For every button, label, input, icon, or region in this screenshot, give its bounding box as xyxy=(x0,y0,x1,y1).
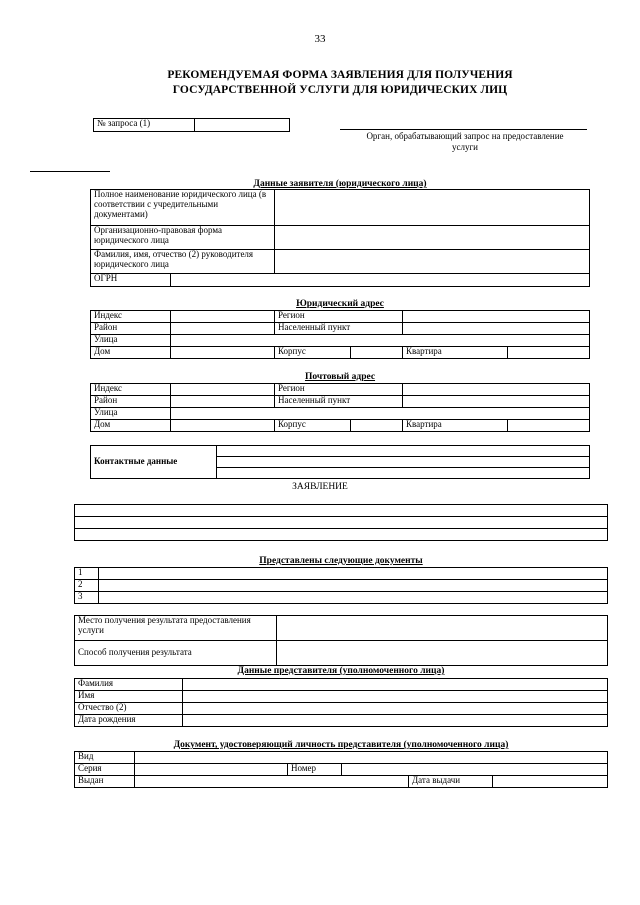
request-number-label: № запроса (1) xyxy=(94,119,195,132)
request-number-field[interactable] xyxy=(195,119,290,132)
applicant-director-field[interactable] xyxy=(275,250,590,274)
legal-district-label: Район xyxy=(91,323,171,335)
result-place-field[interactable] xyxy=(277,616,608,641)
id-number-label: Номер xyxy=(288,764,342,776)
representative-name-label: Имя xyxy=(75,691,183,703)
applicant-legal-form-label: Организационно-правовая форма юридического лица xyxy=(91,226,275,250)
postal-address-table-3 xyxy=(90,419,590,432)
id-type-field[interactable] xyxy=(135,752,608,764)
postal-district-label: Район xyxy=(91,396,171,408)
title-line-1: РЕКОМЕНДУЕМАЯ ФОРМА ЗАЯВЛЕНИЯ ДЛЯ ПОЛУЧЕНИЯ xyxy=(167,69,513,81)
postal-address-heading: Почтовый адрес xyxy=(304,372,376,382)
representative-birthdate-field[interactable] xyxy=(183,715,608,727)
representative-name-field[interactable] xyxy=(183,691,608,703)
page-title xyxy=(60,68,620,98)
legal-settlement-label: Населенный пункт xyxy=(275,323,403,335)
organ-label-line-1: Орган, обрабатывающий запрос на предоставление xyxy=(366,131,564,141)
representative-surname-field[interactable] xyxy=(183,679,608,691)
organ-label xyxy=(340,131,590,154)
postal-street-field[interactable] xyxy=(171,408,590,420)
document-row-number: 3 xyxy=(75,592,99,604)
legal-index-field[interactable] xyxy=(171,311,275,323)
document-row-number: 1 xyxy=(75,568,99,580)
contacts-label: Контактные данные xyxy=(91,446,217,479)
postal-house-field[interactable] xyxy=(171,420,275,432)
id-type-label: Вид xyxy=(75,752,135,764)
legal-street-label: Улица xyxy=(91,335,171,347)
left-short-line xyxy=(30,171,110,172)
applicant-legal-form-field[interactable] xyxy=(275,226,590,250)
id-issue-date-field[interactable] xyxy=(493,776,608,788)
legal-region-field[interactable] xyxy=(403,311,590,323)
legal-street-field[interactable] xyxy=(171,335,590,347)
applicant-fullname-label: Полное наименование юридического лица (в соответствии с учредительными документами) xyxy=(91,190,275,226)
application-line-1[interactable] xyxy=(75,505,608,517)
postal-building-label: Корпус xyxy=(275,420,351,432)
legal-district-field[interactable] xyxy=(171,323,275,335)
applicant-table xyxy=(90,189,590,274)
applicant-ogrn-table xyxy=(90,273,590,287)
postal-house-label: Дом xyxy=(91,420,171,432)
legal-address-heading: Юридический адрес xyxy=(296,299,384,309)
postal-settlement-field[interactable] xyxy=(403,396,590,408)
id-series-field[interactable] xyxy=(135,764,288,776)
representative-table xyxy=(74,678,608,727)
legal-index-label: Индекс xyxy=(91,311,171,323)
organ-line xyxy=(340,129,587,130)
result-method-field[interactable] xyxy=(277,641,608,666)
organ-label-line-2: услуги xyxy=(452,142,478,153)
id-number-field[interactable] xyxy=(342,764,608,776)
title-line-2: ГОСУДАРСТВЕННОЙ УСЛУГИ ДЛЯ ЮРИДИЧЕСКИХ ЛИЦ xyxy=(172,83,508,96)
representative-patronymic-label: Отчество (2) xyxy=(75,703,183,715)
documents-heading: Представлены следующие документы xyxy=(259,556,423,566)
id-issue-date-label: Дата выдачи xyxy=(409,776,493,788)
document-row-field-2[interactable] xyxy=(99,580,608,592)
legal-apartment-field[interactable] xyxy=(508,347,590,359)
representative-patronymic-field[interactable] xyxy=(183,703,608,715)
legal-apartment-label: Квартира xyxy=(403,347,508,359)
postal-apartment-label: Квартира xyxy=(403,420,508,432)
application-line-2[interactable] xyxy=(75,517,608,529)
legal-building-label: Корпус xyxy=(275,347,351,359)
document-row-field-3[interactable] xyxy=(99,592,608,604)
postal-apartment-field[interactable] xyxy=(508,420,590,432)
applicant-ogrn-label: ОГРН xyxy=(91,274,171,287)
legal-address-table xyxy=(90,310,590,335)
postal-address-table xyxy=(90,383,590,408)
legal-house-field[interactable] xyxy=(171,347,275,359)
postal-street-label: Улица xyxy=(91,408,171,420)
application-table xyxy=(74,504,608,541)
documents-table xyxy=(74,567,608,604)
postal-district-field[interactable] xyxy=(171,396,275,408)
contacts-table xyxy=(90,445,590,479)
postal-region-label: Регион xyxy=(275,384,403,396)
id-document-heading: Документ, удостоверяющий личность представителя (уполномоченного лица) xyxy=(173,740,509,750)
application-heading: ЗАЯВЛЕНИЕ xyxy=(292,482,348,492)
representative-birthdate-label: Дата рождения xyxy=(75,715,183,727)
result-table xyxy=(74,615,608,666)
representative-surname-label: Фамилия xyxy=(75,679,183,691)
application-line-3[interactable] xyxy=(75,529,608,541)
postal-index-label: Индекс xyxy=(91,384,171,396)
applicant-heading: Данные заявителя (юридического лица) xyxy=(253,179,427,189)
legal-house-label: Дом xyxy=(91,347,171,359)
id-issued-by-field[interactable] xyxy=(135,776,409,788)
id-series-label: Серия xyxy=(75,764,135,776)
postal-settlement-label: Населенный пункт xyxy=(275,396,403,408)
representative-heading: Данные представителя (уполномоченного лица) xyxy=(237,666,445,676)
legal-address-table-3 xyxy=(90,346,590,359)
applicant-director-label: Фамилия, имя, отчество (2) руководителя юридического лица xyxy=(91,250,275,274)
applicant-ogrn-field[interactable] xyxy=(171,274,590,287)
legal-building-field[interactable] xyxy=(351,347,403,359)
page-number: 33 xyxy=(314,33,326,45)
result-place-label: Место получения результата предоставления услуги xyxy=(75,616,277,641)
postal-index-field[interactable] xyxy=(171,384,275,396)
id-issued-by-label: Выдан xyxy=(75,776,135,788)
request-number-table xyxy=(93,118,290,132)
postal-region-field[interactable] xyxy=(403,384,590,396)
contacts-field-3[interactable] xyxy=(217,468,590,479)
id-document-table-3 xyxy=(74,775,608,788)
document-row-field-1[interactable] xyxy=(99,568,608,580)
legal-region-label: Регион xyxy=(275,311,403,323)
contacts-field-1[interactable] xyxy=(217,446,590,457)
result-method-label: Способ получения результата xyxy=(75,641,277,666)
document-row-number: 2 xyxy=(75,580,99,592)
postal-building-field[interactable] xyxy=(351,420,403,432)
contacts-field-2[interactable] xyxy=(217,457,590,468)
legal-settlement-field[interactable] xyxy=(403,323,590,335)
applicant-fullname-field[interactable] xyxy=(275,190,590,226)
